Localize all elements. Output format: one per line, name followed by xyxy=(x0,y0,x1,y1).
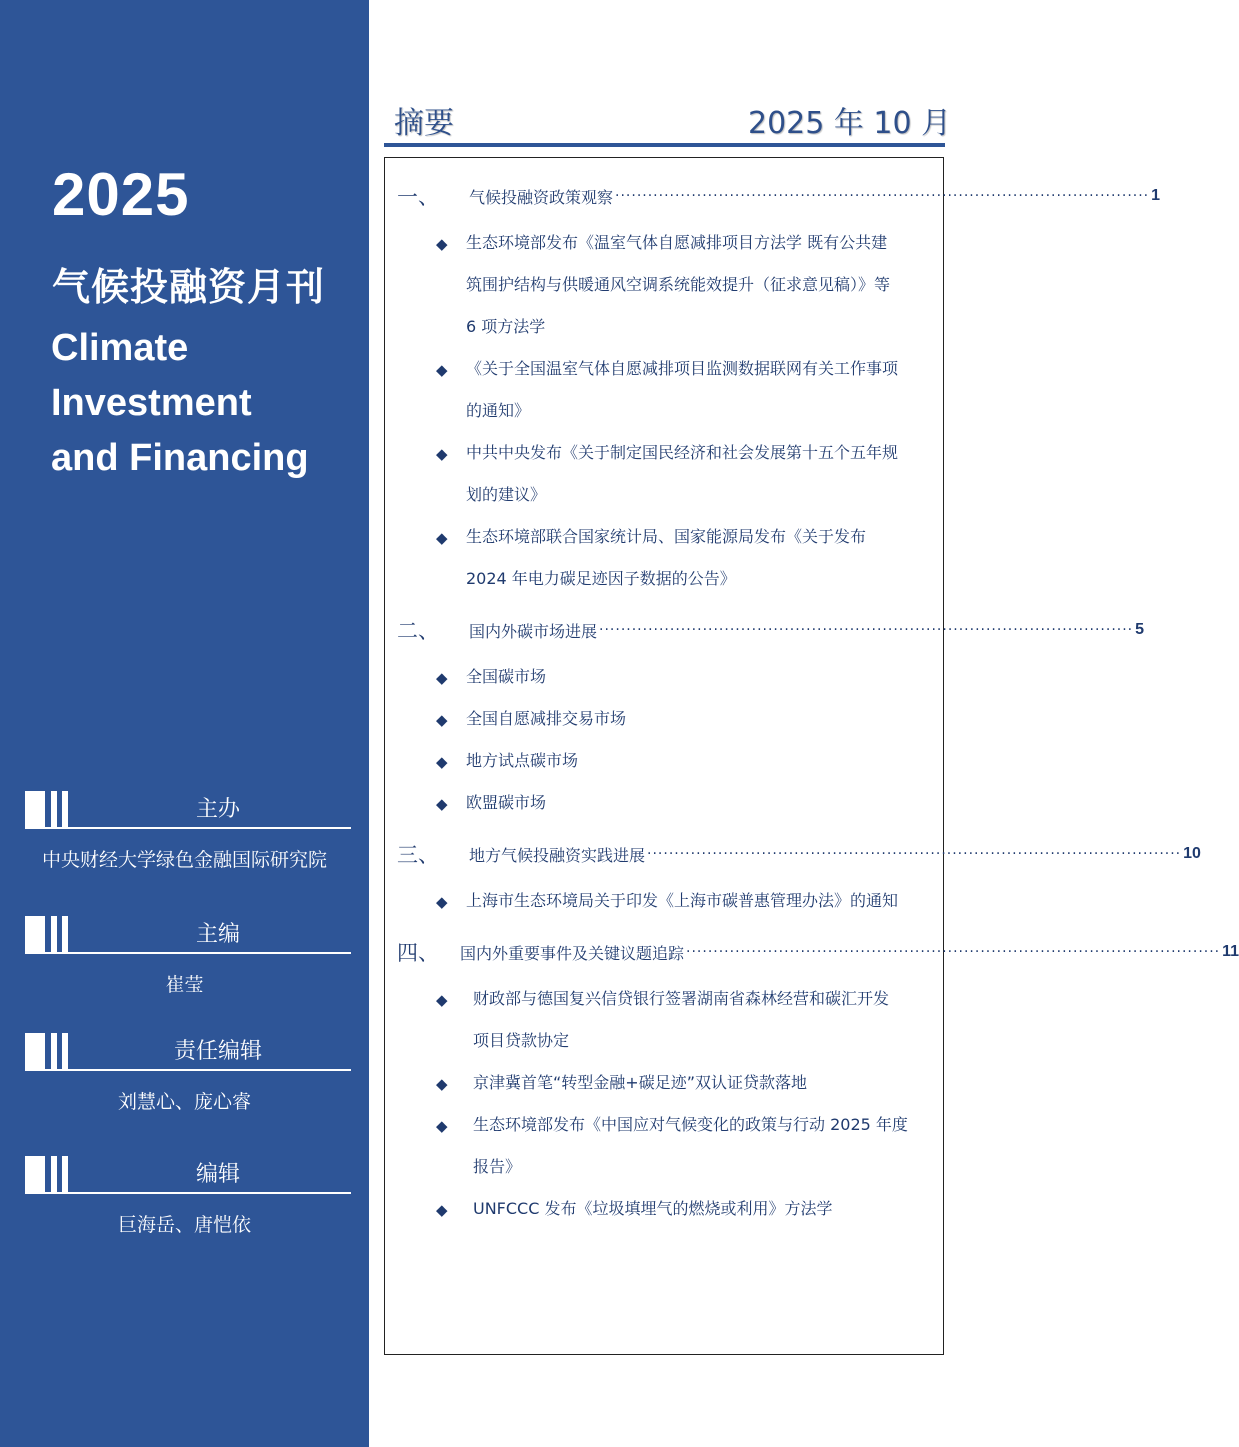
toc-section[interactable] xyxy=(397,839,1201,869)
bars-icon xyxy=(25,916,75,952)
credit-label: 主编 xyxy=(195,922,240,947)
credit-header-sponsor xyxy=(25,787,351,829)
toc-item-line: 生态环境部发布《温室气体自愿减排项目方法学 既有公共建 xyxy=(466,233,888,252)
toc-item-line: 划的建议》 xyxy=(466,485,547,504)
bars-icon xyxy=(25,791,75,827)
cover-sidebar xyxy=(0,0,369,1447)
toc-item-line: 报告》 xyxy=(473,1157,522,1176)
toc-item-line: 上海市生态环境局关于印发《上海市碳普惠管理办法》的通知 xyxy=(466,891,899,910)
toc-item-line: 全国自愿减排交易市场 xyxy=(466,709,627,728)
toc-item-line: 2024 年电力碳足迹因子数据的公告》 xyxy=(466,569,736,588)
section-number: 一、 xyxy=(397,185,439,209)
section-number: 二、 xyxy=(397,619,439,643)
section-page: 10 xyxy=(1183,845,1201,862)
toc-item-line: UNFCCC 发布《垃圾填埋气的燃烧或利用》方法学 xyxy=(473,1199,833,1218)
header-rule xyxy=(384,143,945,147)
section-title: 地方气候投融资实践进展 xyxy=(469,845,646,865)
diamond-icon: ◆ xyxy=(436,795,448,813)
section-page: 11 xyxy=(1222,943,1239,960)
credit-header-chief-editor xyxy=(25,912,351,954)
credit-value: 刘慧心、庞心睿 xyxy=(117,1091,251,1113)
toc-item-line: 的通知》 xyxy=(466,401,531,420)
credit-header-editor xyxy=(25,1152,351,1194)
diamond-icon: ◆ xyxy=(436,753,448,771)
leader-dots: ·································································································· xyxy=(686,944,1221,960)
toc-item-line: 京津冀首笔“转型金融+碳足迹”双认证贷款落地 xyxy=(473,1073,807,1092)
toc-item-line: 生态环境部联合国家统计局、国家能源局发布《关于发布 xyxy=(466,527,867,546)
diamond-icon: ◆ xyxy=(436,445,448,463)
abstract-title: 摘要 xyxy=(394,106,454,141)
credit-value: 中央财经大学绿色金融国际研究院 xyxy=(41,849,327,871)
cover-english-line: and Financing xyxy=(51,437,309,479)
bars-icon xyxy=(25,1156,75,1192)
credit-label: 编辑 xyxy=(195,1162,240,1187)
toc-item-line: 项目贷款协定 xyxy=(473,1031,570,1050)
toc-section[interactable] xyxy=(397,937,1239,967)
cover-year: 2025 xyxy=(52,161,190,228)
credit-label: 责任编辑 xyxy=(173,1039,262,1064)
toc-section[interactable] xyxy=(397,181,1161,211)
cover-english-line: Climate xyxy=(51,327,189,369)
leader-dots: ·································································································· xyxy=(599,622,1134,638)
diamond-icon: ◆ xyxy=(436,711,448,729)
bars-icon xyxy=(25,1033,75,1069)
toc-item-line: 筑围护结构与供暖通风空调系统能效提升（征求意见稿）》等 xyxy=(466,275,891,294)
issue-date: 2025 年 10 月 xyxy=(748,106,952,141)
credit-header-responsible-editor xyxy=(25,1029,351,1071)
toc-item-line: 《关于全国温室气体自愿减排项目监测数据联网有关工作事项 xyxy=(466,359,899,378)
section-page: 5 xyxy=(1135,621,1145,638)
credit-value: 巨海岳、唐恺依 xyxy=(117,1214,251,1236)
toc-item-line: 生态环境部发布《中国应对气候变化的政策与行动 2025 年度 xyxy=(473,1115,908,1134)
credit-value: 崔莹 xyxy=(165,974,204,996)
diamond-icon: ◆ xyxy=(436,893,448,911)
section-title: 国内外碳市场进展 xyxy=(469,621,598,641)
diamond-icon: ◆ xyxy=(436,529,448,547)
toc-item-line: 地方试点碳市场 xyxy=(466,751,579,770)
diamond-icon: ◆ xyxy=(436,1075,448,1093)
toc-item-line: 全国碳市场 xyxy=(466,667,547,686)
diamond-icon: ◆ xyxy=(436,361,448,379)
diamond-icon: ◆ xyxy=(436,669,448,687)
toc-item-line: 欧盟碳市场 xyxy=(466,793,547,812)
cover-title: 气候投融资月刊 xyxy=(52,265,326,309)
diamond-icon: ◆ xyxy=(436,991,448,1009)
credit-label: 主办 xyxy=(195,797,240,822)
section-page: 1 xyxy=(1151,187,1161,204)
diamond-icon: ◆ xyxy=(436,1117,448,1135)
diamond-icon: ◆ xyxy=(436,1201,448,1219)
section-number: 三、 xyxy=(397,843,439,867)
leader-dots: ·································································································· xyxy=(615,188,1150,204)
section-number: 四、 xyxy=(397,941,439,965)
toc-item-line: 中共中央发布《关于制定国民经济和社会发展第十五个五年规 xyxy=(466,443,899,462)
leader-dots: ·································································································· xyxy=(647,846,1182,862)
toc-item-line: 6 项方法学 xyxy=(466,317,546,336)
section-title: 气候投融资政策观察 xyxy=(469,187,614,207)
toc-section[interactable] xyxy=(397,615,1145,645)
section-title: 国内外重要事件及关键议题追踪 xyxy=(460,943,685,963)
diamond-icon: ◆ xyxy=(436,235,448,253)
cover-english-line: Investment xyxy=(51,382,252,424)
toc-item-line: 财政部与德国复兴信贷银行签署湖南省森林经营和碳汇开发 xyxy=(473,989,890,1008)
